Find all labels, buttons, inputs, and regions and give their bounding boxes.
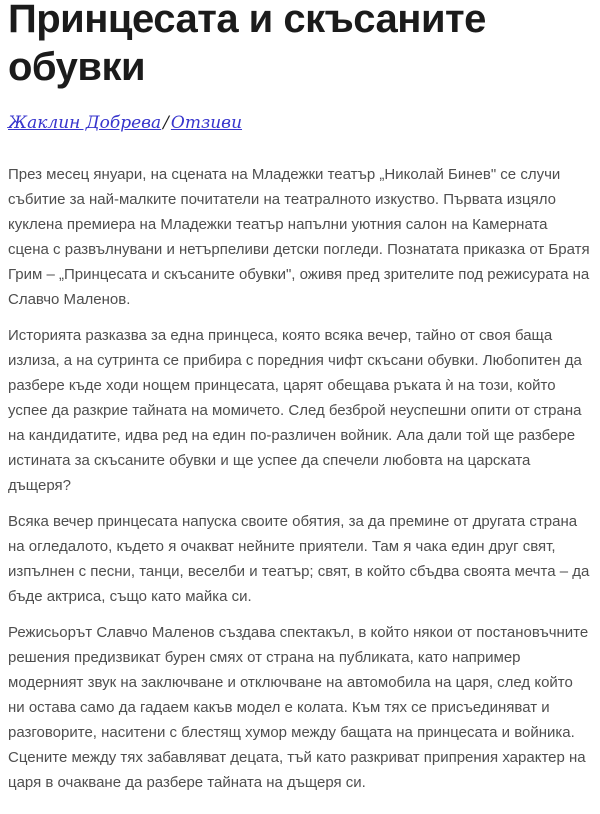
author-link[interactable]: Жаклин Добрева xyxy=(8,113,162,133)
paragraph-story: Историята разказва за една принцеса, която всяка вечер, тайно от своя баща излиза, а на сутринта се прибира с поредния чифт скъсани обувки. Любопитен да разбере къде ходи нощем принцесата, царят обещава ръката ѝ на този, който успее да разкрие тайната на момичето. След безброй неуспешни опити от страна на кандидатите, идва ред на един по-различен войник. Ала дали той ще разбере истината за скъсаните обувки и ще успее да спечели любовта на царската дъщеря? xyxy=(8,327,582,494)
paragraph-mirror-world: Всяка вечер принцесата напуска своите обятия, за да премине от другата страна на огледалото, където я очакват нейните приятели. Там я чака един друг свят, изпълнен с песни, танци, веселби и театър; свят, в който сбъдва своята мечта – да бъде актриса, също като майка си. xyxy=(8,513,590,605)
category-link[interactable]: Отзиви xyxy=(170,113,243,133)
paragraph-director: Режисьорът Славчо Маленов създава спектакъл, в който някои от постановъчните решения предизвикат бурен смях от страна на публиката, като например модерният звук на заключване и отключване на автомобила на царя, след който ни остава само да гадаем какъв модел е колата. Към тях се присъединяват и разговорите, наситени с блестящ хумор между бащата на принцесата и войника. Сцените между тях забавляват децата, тъй като разкриват припрения характер на царя в очакване да разбере тайната на дъщеря си. xyxy=(8,624,589,791)
paragraph-intro: През месец януари, на сцената на Младежки театър „Николай Бинев" се случи събитие за най-малките почитатели на театралното изкуство. Първата изцяло куклена премиера на Младежки театър напълни уютния салон на Камерната сцена с развълнувани и нетърпеливи детски погледи. Познатата приказка от Братя Грим – „Принцесата и скъсаните обувки", оживя пред зрителите под режисурата на Славчо Маленов. xyxy=(8,166,590,308)
byline xyxy=(8,113,592,133)
article xyxy=(8,0,592,795)
page-title: Принцесата и скъсаните обувки xyxy=(8,0,486,89)
article-body xyxy=(8,162,592,795)
byline-separator: / xyxy=(163,113,169,133)
